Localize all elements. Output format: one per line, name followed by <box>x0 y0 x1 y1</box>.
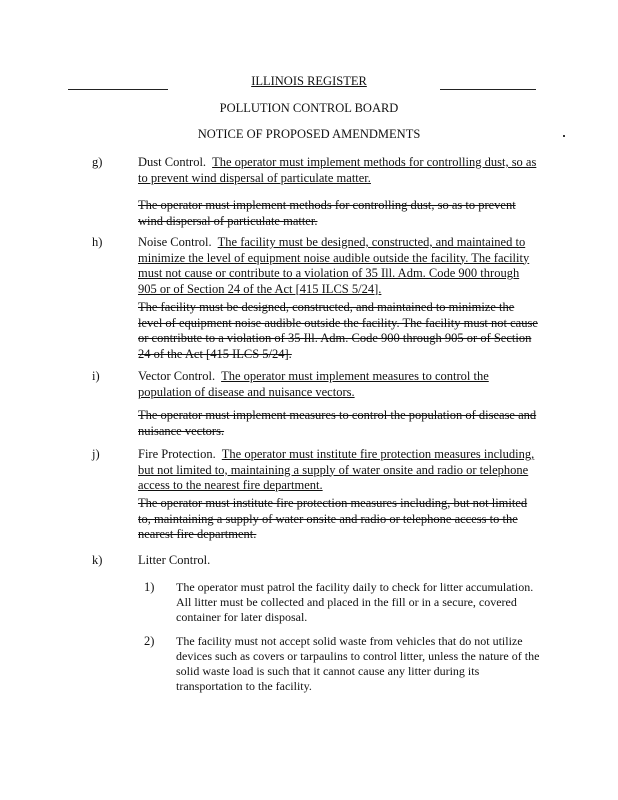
section-i-inserted <box>138 369 538 400</box>
section-h-title: Noise Control. <box>138 235 212 249</box>
scan-speck <box>563 135 565 137</box>
section-g-label: g) <box>92 155 103 169</box>
section-g-inserted-text: The operator must implement methods for controlling dust, so as to prevent wind dispersal of particulate matter. <box>138 155 537 185</box>
section-i-inserted-text: The operator must implement measures to control the population of disease and nuisance vectors. <box>138 369 489 399</box>
section-i-title: Vector Control. <box>138 369 216 383</box>
section-h-inserted <box>138 235 538 297</box>
section-k-item-1-label: 1) <box>144 580 155 594</box>
section-g-deleted-text: The operator must implement methods for controlling dust, so as to prevent wind dispersal of particulate matter. <box>138 198 516 228</box>
section-k-item-1-text: The operator must patrol the facility daily to check for litter accumulation. All litter must be collected and placed in the fill or in a secure, covered container for later disposal. <box>176 580 534 624</box>
section-h-deleted-text: The facility must be designed, constructed, and maintained to minimize the level of equipment noise audible outside the facility. The facility must not cause or contribute to a violation of 35 Ill. Adm. Code 900 through 905 or of Section 24 of the Act [415 ILCS 5/24]. <box>138 300 538 361</box>
section-i-label: i) <box>92 369 100 383</box>
section-j-deleted <box>138 496 538 543</box>
section-j-title: Fire Protection. <box>138 447 216 461</box>
board-title: POLLUTION CONTROL BOARD <box>219 101 399 115</box>
section-k-label: k) <box>92 553 103 567</box>
register-title: ILLINOIS REGISTER <box>251 74 367 88</box>
section-k-item-2-label: 2) <box>144 634 155 648</box>
section-j-inserted <box>138 447 538 494</box>
section-g-deleted <box>138 198 538 229</box>
section-j-inserted-text: The operator must institute fire protection measures including, but not limited to, maintaining a supply of water onsite and radio or telephone access to the nearest fire department. <box>138 447 535 492</box>
section-h-deleted <box>138 300 538 362</box>
section-k-title: Litter Control. <box>138 553 211 567</box>
section-k-item-2-text: The facility must not accept solid waste from vehicles that do not utilize devices such as covers or tarpaulins to control litter, unless the nature of the solid waste load is such that it cannot cause any litter during its transportation to the facility. <box>176 634 540 693</box>
section-g-inserted <box>138 155 538 186</box>
notice-title: NOTICE OF PROPOSED AMENDMENTS <box>197 127 421 141</box>
section-j-deleted-text: The operator must institute fire protection measures including, but not limited to, maintaining a supply of water onsite and radio or telephone access to the nearest fire department. <box>138 496 528 541</box>
section-h-label: h) <box>92 235 103 249</box>
header-rule-left <box>68 89 168 90</box>
section-h-inserted-text: The facility must be designed, constructed, and maintained to minimize the level of equipment noise audible outside the facility. The facility must not cause or contribute to a violation of 35 Ill. Adm. Code 900 through 905 or of Section 24 of the Act [415 ILCS 5/24]. <box>138 235 530 296</box>
section-j-label: j) <box>92 447 100 461</box>
section-i-deleted <box>138 408 538 439</box>
section-g-title: Dust Control. <box>138 155 207 169</box>
header-rule-right <box>440 89 536 90</box>
section-i-deleted-text: The operator must implement measures to control the population of disease and nuisance vectors. <box>138 408 537 438</box>
